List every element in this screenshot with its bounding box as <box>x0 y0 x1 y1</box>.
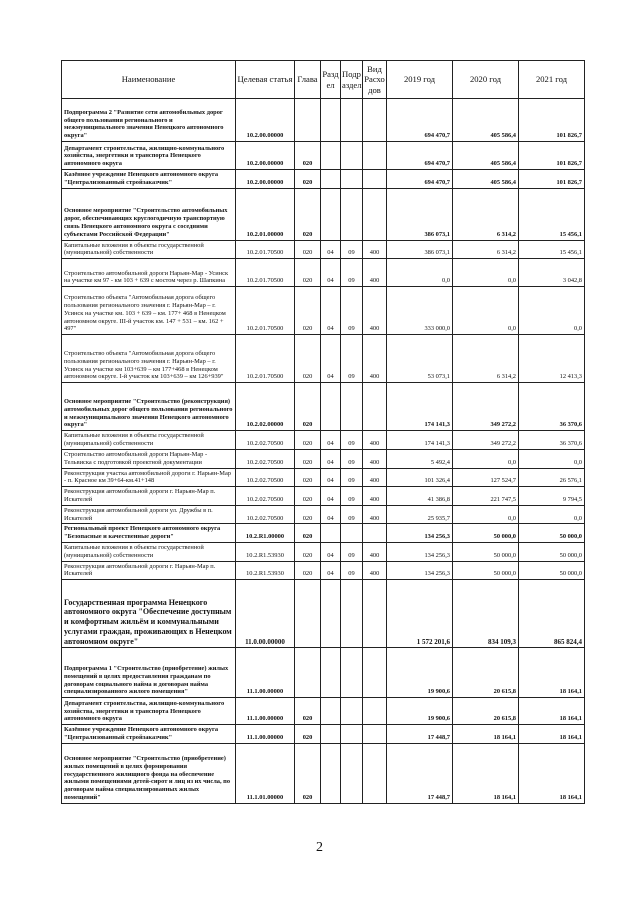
row-amount-2019: 101 326,4 <box>387 468 453 487</box>
budget-table-sheet <box>61 60 584 804</box>
row-name: Подпрограмма 2 "Развитие сети автомобильных дорог общего пользования регионального и межмуниципального значения Ненецкого автономного округа" <box>62 99 236 142</box>
row-expense-type <box>363 383 387 431</box>
table-row <box>62 698 585 725</box>
row-subsection <box>341 648 363 698</box>
row-subsection: 09 <box>341 487 363 506</box>
row-target-article: 11.1.00.00000 <box>236 698 295 725</box>
row-amount-2021: 15 456,1 <box>519 240 585 259</box>
row-expense-type <box>363 580 387 648</box>
row-target-article: 10.2.02.70500 <box>236 505 295 524</box>
row-amount-2019: 5 492,4 <box>387 449 453 468</box>
row-expense-type <box>363 648 387 698</box>
row-amount-2020: 50 000,0 <box>453 524 519 543</box>
table-row <box>62 505 585 524</box>
row-amount-2019: 53 073,1 <box>387 335 453 383</box>
row-subsection <box>341 383 363 431</box>
row-subsection: 09 <box>341 449 363 468</box>
row-amount-2019: 174 141,3 <box>387 431 453 450</box>
row-name: Подпрограмма 1 "Строительство (приобретение) жилых помещений в целях предоставления гражданам по договорам социального найма и договорам найма специализированного жилого помещения" <box>62 648 236 698</box>
header-2020: 2020 год <box>453 61 519 99</box>
row-subsection <box>341 99 363 142</box>
row-subsection <box>341 698 363 725</box>
row-section <box>321 142 341 170</box>
row-amount-2020: 6 314,2 <box>453 335 519 383</box>
row-amount-2020: 20 615,8 <box>453 648 519 698</box>
row-chapter: 020 <box>295 287 321 335</box>
row-amount-2020: 834 109,3 <box>453 580 519 648</box>
row-chapter: 020 <box>295 170 321 189</box>
row-section <box>321 725 341 744</box>
table-row <box>62 725 585 744</box>
header-subsection: Подр аздел <box>341 61 363 99</box>
row-expense-type: 400 <box>363 240 387 259</box>
row-subsection <box>341 524 363 543</box>
row-section: 04 <box>321 287 341 335</box>
row-name: Капитальные вложения в объекты государственной (муниципальной) собственности <box>62 543 236 562</box>
row-expense-type <box>363 743 387 803</box>
row-target-article: 10.2.00.00000 <box>236 99 295 142</box>
row-chapter: 020 <box>295 259 321 287</box>
row-expense-type: 400 <box>363 487 387 506</box>
row-section <box>321 743 341 803</box>
row-section: 04 <box>321 505 341 524</box>
row-chapter: 020 <box>295 449 321 468</box>
row-subsection: 09 <box>341 468 363 487</box>
row-name: Капитальные вложения в объекты государственной (муниципальной) собственности <box>62 240 236 259</box>
row-amount-2019: 694 470,7 <box>387 99 453 142</box>
row-name: Казённое учреждение Ненецкого автономного округа "Централизованный стройзаказчик" <box>62 170 236 189</box>
table-row <box>62 648 585 698</box>
row-amount-2019: 0,0 <box>387 259 453 287</box>
row-subsection <box>341 170 363 189</box>
row-target-article: 10.2.02.70500 <box>236 431 295 450</box>
row-expense-type: 400 <box>363 335 387 383</box>
header-2021: 2021 год <box>519 61 585 99</box>
row-expense-type <box>363 188 387 240</box>
row-amount-2020: 221 747,5 <box>453 487 519 506</box>
table-body <box>62 99 585 804</box>
row-name: Строительство объекта "Автомобильная дорога общего пользования регионального значения г. Нарьян-Мар – г. Усинск на участке км. 103 + 639 – км. 177+ 468 в Ненецком автономном округе. III-й участок км. 147 + 531 – км. 162 + 497" <box>62 287 236 335</box>
row-amount-2019: 1 572 201,6 <box>387 580 453 648</box>
row-amount-2020: 0,0 <box>453 449 519 468</box>
row-subsection: 09 <box>341 240 363 259</box>
row-amount-2021: 18 164,1 <box>519 648 585 698</box>
row-subsection: 09 <box>341 431 363 450</box>
header-target-article: Целевая статья <box>236 61 295 99</box>
row-section: 04 <box>321 335 341 383</box>
row-subsection: 09 <box>341 287 363 335</box>
row-subsection: 09 <box>341 543 363 562</box>
row-name: Основное мероприятие "Строительство (реконструкция) автомобильных дорог общего пользования регионального и межмуниципального значения Ненецкого автономного округа" <box>62 383 236 431</box>
row-amount-2019: 19 900,6 <box>387 698 453 725</box>
row-section: 04 <box>321 449 341 468</box>
row-amount-2021: 101 826,7 <box>519 170 585 189</box>
row-name: Департамент строительства, жилищно-коммунального хозяйства, энергетики и транспорта Ненецкого автономного округа <box>62 142 236 170</box>
table-row <box>62 170 585 189</box>
row-target-article: 11.1.00.00000 <box>236 648 295 698</box>
row-amount-2019: 17 448,7 <box>387 743 453 803</box>
row-expense-type: 400 <box>363 259 387 287</box>
row-chapter <box>295 580 321 648</box>
row-amount-2019: 134 256,3 <box>387 524 453 543</box>
row-chapter: 020 <box>295 487 321 506</box>
row-amount-2019: 134 256,3 <box>387 561 453 580</box>
row-name: Строительство объекта "Автомобильная дорога общего пользования регионального значения г. Нарьян-Мар – г. Усинск на участке км 103+639 – км 177+468 в Ненецком автономном округе. I-й участок км 103+639 – км 126+939" <box>62 335 236 383</box>
table-row <box>62 383 585 431</box>
header-2019: 2019 год <box>387 61 453 99</box>
row-target-article: 11.1.01.00000 <box>236 743 295 803</box>
row-amount-2021: 0,0 <box>519 505 585 524</box>
row-amount-2019: 17 448,7 <box>387 725 453 744</box>
row-amount-2020: 0,0 <box>453 505 519 524</box>
row-amount-2020: 6 314,2 <box>453 240 519 259</box>
row-name: Основное мероприятие "Строительство (приобретение) жилых помещений в целях формирования государственного жилищного фонда на обеспечение жилыми помещениями детей-сирот и лиц из их числа, по договорам найма специализированных жилых помещений" <box>62 743 236 803</box>
row-section <box>321 99 341 142</box>
row-amount-2020: 349 272,2 <box>453 383 519 431</box>
table-row <box>62 335 585 383</box>
row-amount-2021: 18 164,1 <box>519 743 585 803</box>
row-target-article: 10.2.00.00000 <box>236 142 295 170</box>
row-amount-2019: 386 073,1 <box>387 240 453 259</box>
row-expense-type <box>363 99 387 142</box>
row-expense-type <box>363 170 387 189</box>
row-subsection: 09 <box>341 561 363 580</box>
row-amount-2021: 9 794,5 <box>519 487 585 506</box>
row-target-article: 10.2.01.70500 <box>236 335 295 383</box>
row-section <box>321 698 341 725</box>
table-row <box>62 580 585 648</box>
row-subsection <box>341 142 363 170</box>
row-subsection: 09 <box>341 259 363 287</box>
row-subsection: 09 <box>341 505 363 524</box>
row-section: 04 <box>321 561 341 580</box>
row-chapter: 020 <box>295 431 321 450</box>
table-row <box>62 449 585 468</box>
row-expense-type: 400 <box>363 431 387 450</box>
row-section <box>321 524 341 543</box>
row-target-article: 10.2.00.00000 <box>236 170 295 189</box>
row-chapter: 020 <box>295 698 321 725</box>
row-name: Реконструкция автомобильной дороги г. Нарьян-Мар п. Искателей <box>62 561 236 580</box>
row-target-article: 10.2.R1.53930 <box>236 561 295 580</box>
row-amount-2021: 50 000,0 <box>519 561 585 580</box>
row-expense-type: 400 <box>363 449 387 468</box>
row-section <box>321 188 341 240</box>
row-chapter <box>295 99 321 142</box>
row-chapter: 020 <box>295 505 321 524</box>
row-expense-type <box>363 725 387 744</box>
row-target-article: 10.2.01.00000 <box>236 188 295 240</box>
row-amount-2019: 333 000,0 <box>387 287 453 335</box>
row-chapter: 020 <box>295 524 321 543</box>
row-name: Реконструкция участка автомобильной дороги г. Нарьян-Мар - п. Красное км 39+64-км.41+148 <box>62 468 236 487</box>
row-amount-2019: 19 900,6 <box>387 648 453 698</box>
row-target-article: 10.2.01.70500 <box>236 259 295 287</box>
row-name: Департамент строительства, жилищно-коммунального хозяйства, энергетики и транспорта Ненецкого автономного округа <box>62 698 236 725</box>
row-amount-2021: 36 370,6 <box>519 383 585 431</box>
row-section: 04 <box>321 259 341 287</box>
row-name: Строительство автомобильной дороги Нарьян-Мар - Тельвиска с подготовкой проектной документации <box>62 449 236 468</box>
row-amount-2021: 3 042,8 <box>519 259 585 287</box>
row-target-article: 11.1.00.00000 <box>236 725 295 744</box>
header-expense-type: Вид Расхо дов <box>363 61 387 99</box>
row-chapter: 020 <box>295 383 321 431</box>
row-amount-2020: 405 586,4 <box>453 170 519 189</box>
row-amount-2020: 18 164,1 <box>453 743 519 803</box>
row-amount-2021: 101 826,7 <box>519 99 585 142</box>
row-amount-2021: 18 164,1 <box>519 725 585 744</box>
table-row <box>62 468 585 487</box>
row-amount-2020: 6 314,2 <box>453 188 519 240</box>
row-target-article: 10.2.R1.00000 <box>236 524 295 543</box>
row-target-article: 10.2.01.70500 <box>236 240 295 259</box>
row-expense-type: 400 <box>363 543 387 562</box>
row-target-article: 10.2.R1.53930 <box>236 543 295 562</box>
table-row <box>62 259 585 287</box>
row-expense-type: 400 <box>363 287 387 335</box>
row-amount-2021: 15 456,1 <box>519 188 585 240</box>
row-section: 04 <box>321 543 341 562</box>
row-name: Государственная программа Ненецкого автономного округа "Обеспечение доступным и комфортным жильём и коммунальными услугами граждан, проживающих в Ненецком автономном округе" <box>62 580 236 648</box>
row-amount-2021: 50 000,0 <box>519 543 585 562</box>
table-header-row <box>62 61 585 99</box>
row-amount-2019: 694 470,7 <box>387 170 453 189</box>
row-amount-2021: 101 826,7 <box>519 142 585 170</box>
row-amount-2021: 36 370,6 <box>519 431 585 450</box>
row-amount-2021: 12 413,3 <box>519 335 585 383</box>
row-subsection <box>341 725 363 744</box>
row-amount-2020: 405 586,4 <box>453 99 519 142</box>
row-amount-2019: 25 935,7 <box>387 505 453 524</box>
row-target-article: 10.2.02.70500 <box>236 449 295 468</box>
row-section <box>321 580 341 648</box>
table-row <box>62 142 585 170</box>
row-name: Реконструкция автомобильной дороги г. Нарьян-Мар п. Искателей <box>62 487 236 506</box>
row-target-article: 10.2.02.70500 <box>236 468 295 487</box>
row-target-article: 10.2.01.70500 <box>236 287 295 335</box>
header-section: Разд ел <box>321 61 341 99</box>
row-amount-2019: 694 470,7 <box>387 142 453 170</box>
row-expense-type: 400 <box>363 561 387 580</box>
table-row <box>62 487 585 506</box>
row-target-article: 10.2.02.70500 <box>236 487 295 506</box>
row-expense-type <box>363 698 387 725</box>
row-chapter: 020 <box>295 543 321 562</box>
row-chapter: 020 <box>295 561 321 580</box>
row-subsection <box>341 743 363 803</box>
row-section: 04 <box>321 468 341 487</box>
row-amount-2021: 0,0 <box>519 449 585 468</box>
table-row <box>62 543 585 562</box>
row-chapter: 020 <box>295 188 321 240</box>
table-row <box>62 287 585 335</box>
row-amount-2020: 50 000,0 <box>453 543 519 562</box>
row-target-article: 10.2.02.00000 <box>236 383 295 431</box>
row-amount-2020: 127 524,7 <box>453 468 519 487</box>
row-name: Казённое учреждение Ненецкого автономного округа "Централизованный стройзаказчик" <box>62 725 236 744</box>
row-name: Строительство автомобильной дороги Нарьян-Мар - Усинск на участке км 97 - км 103 + 639 с мостом через р. Шапкина <box>62 259 236 287</box>
row-expense-type <box>363 142 387 170</box>
row-subsection <box>341 580 363 648</box>
row-amount-2020: 349 272,2 <box>453 431 519 450</box>
row-amount-2021: 0,0 <box>519 287 585 335</box>
row-section <box>321 383 341 431</box>
table-row <box>62 561 585 580</box>
page-number: 2 <box>316 840 323 855</box>
table-row <box>62 431 585 450</box>
row-amount-2020: 18 164,1 <box>453 725 519 744</box>
row-chapter <box>295 648 321 698</box>
row-name: Региональный проект Ненецкого автономного округа "Безопасные и качественные дороги" <box>62 524 236 543</box>
budget-table <box>61 60 585 804</box>
row-chapter: 020 <box>295 142 321 170</box>
row-amount-2020: 20 615,8 <box>453 698 519 725</box>
row-chapter: 020 <box>295 725 321 744</box>
header-name: Наименование <box>62 61 236 99</box>
table-row <box>62 743 585 803</box>
row-amount-2020: 405 586,4 <box>453 142 519 170</box>
table-row <box>62 188 585 240</box>
table-row <box>62 99 585 142</box>
row-amount-2019: 386 073,1 <box>387 188 453 240</box>
table-row <box>62 524 585 543</box>
row-expense-type: 400 <box>363 505 387 524</box>
row-name: Основное мероприятие "Строительство автомобильных дорог, обеспечивающих круглогодичную транспортную связь Ненецкого автономного округа с соседними субъектами Российской Федерации" <box>62 188 236 240</box>
table-row <box>62 240 585 259</box>
row-section <box>321 648 341 698</box>
row-amount-2021: 26 576,1 <box>519 468 585 487</box>
row-chapter: 020 <box>295 743 321 803</box>
header-chapter: Глава <box>295 61 321 99</box>
row-subsection <box>341 188 363 240</box>
row-amount-2021: 18 164,1 <box>519 698 585 725</box>
row-section: 04 <box>321 431 341 450</box>
row-section: 04 <box>321 240 341 259</box>
row-amount-2021: 50 000,0 <box>519 524 585 543</box>
row-target-article: 11.0.00.00000 <box>236 580 295 648</box>
row-name: Капитальные вложения в объекты государственной (муниципальной) собственности <box>62 431 236 450</box>
row-chapter: 020 <box>295 335 321 383</box>
row-subsection: 09 <box>341 335 363 383</box>
row-expense-type <box>363 524 387 543</box>
row-amount-2021: 865 824,4 <box>519 580 585 648</box>
row-section <box>321 170 341 189</box>
row-amount-2020: 0,0 <box>453 287 519 335</box>
row-amount-2020: 0,0 <box>453 259 519 287</box>
row-amount-2019: 174 141,3 <box>387 383 453 431</box>
row-chapter: 020 <box>295 240 321 259</box>
row-amount-2019: 41 386,8 <box>387 487 453 506</box>
row-chapter: 020 <box>295 468 321 487</box>
row-amount-2019: 134 256,3 <box>387 543 453 562</box>
row-amount-2020: 50 000,0 <box>453 561 519 580</box>
row-name: Реконструкция автомобильной дороги ул. Дружбы в п. Искателей <box>62 505 236 524</box>
row-section: 04 <box>321 487 341 506</box>
row-expense-type: 400 <box>363 468 387 487</box>
